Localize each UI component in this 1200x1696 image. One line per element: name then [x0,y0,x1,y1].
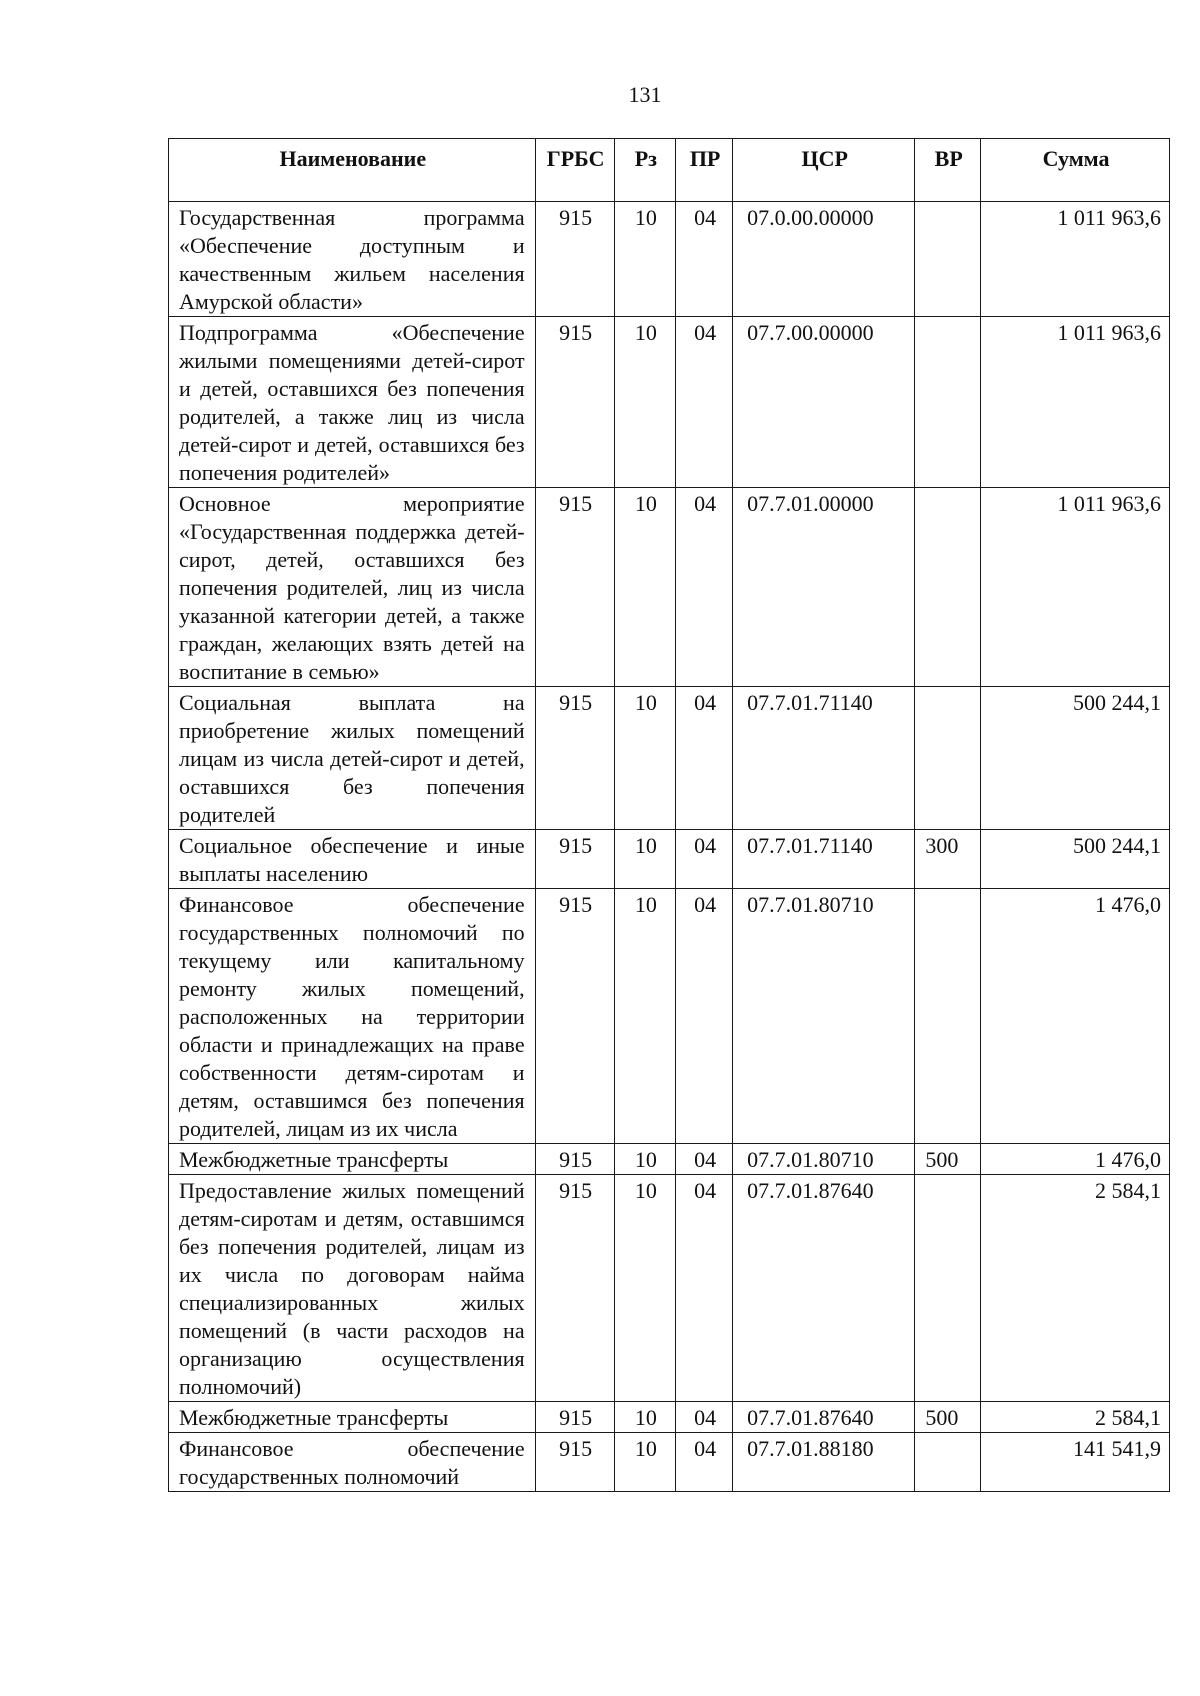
cell-pr: 04 [676,687,733,830]
header-row [169,139,1170,202]
table-row [169,1402,1170,1433]
cell-pr: 04 [676,1433,733,1492]
cell-rz: 10 [614,687,675,830]
cell-name: Основное мероприятие «Государственная поддержка детей-сирот, детей, оставшихся без попечения родителей, лиц из числа указанной категории детей, а также граждан, желающих взять детей на воспитание в семью» [169,488,536,687]
table-row [169,1175,1170,1402]
cell-grbs: 915 [535,830,614,889]
cell-rz: 10 [614,488,675,687]
cell-name: Подпрограмма «Обеспечение жилыми помещениями детей-сирот и детей, оставшихся без попечения родителей, а также лиц из числа детей-сирот и детей, оставшихся без попечения родителей» [169,317,536,488]
cell-sum: 500 244,1 [981,830,1170,889]
cell-grbs: 915 [535,488,614,687]
cell-rz: 10 [614,889,675,1144]
table-header [169,139,1170,202]
cell-csr: 07.7.01.88180 [733,1433,915,1492]
cell-grbs: 915 [535,687,614,830]
cell-pr: 04 [676,488,733,687]
table-body [169,202,1170,1492]
header-vr: ВР [915,139,981,202]
cell-csr: 07.7.01.80710 [733,889,915,1144]
cell-grbs: 915 [535,1402,614,1433]
cell-rz: 10 [614,1433,675,1492]
cell-grbs: 915 [535,202,614,317]
header-pr: ПР [676,139,733,202]
cell-sum: 1 011 963,6 [981,317,1170,488]
cell-csr: 07.7.01.71140 [733,830,915,889]
cell-vr [915,1175,981,1402]
cell-vr: 500 [915,1144,981,1175]
cell-sum: 141 541,9 [981,1433,1170,1492]
cell-vr [915,687,981,830]
cell-rz: 10 [614,830,675,889]
cell-name: Финансовое обеспечение государственных полномочий [169,1433,536,1492]
cell-pr: 04 [676,1144,733,1175]
cell-rz: 10 [614,1144,675,1175]
cell-grbs: 915 [535,317,614,488]
header-sum: Сумма [981,139,1170,202]
header-csr: ЦСР [733,139,915,202]
cell-pr: 04 [676,317,733,488]
table-row [169,1144,1170,1175]
cell-rz: 10 [614,202,675,317]
cell-sum: 1 011 963,6 [981,202,1170,317]
page-number: 131 [628,82,662,107]
cell-name: Социальная выплата на приобретение жилых помещений лицам из числа детей-сирот и детей, оставшихся без попечения родителей [169,687,536,830]
cell-pr: 04 [676,830,733,889]
cell-csr: 07.7.00.00000 [733,317,915,488]
cell-name: Межбюджетные трансферты [169,1144,536,1175]
cell-rz: 10 [614,1175,675,1402]
header-rz: Рз [614,139,675,202]
cell-vr: 300 [915,830,981,889]
table-row [169,1433,1170,1492]
cell-sum: 2 584,1 [981,1175,1170,1402]
cell-rz: 10 [614,317,675,488]
header-name: Наименование [169,139,536,202]
table-row [169,317,1170,488]
cell-name: Финансовое обеспечение государственных полномочий по текущему или капитальному ремонту жилых помещений, расположенных на территории области и принадлежащих на праве собственности детям-сиротам и детям, оставшимся без попечения родителей, лицам из их числа [169,889,536,1144]
cell-sum: 1 476,0 [981,1144,1170,1175]
cell-grbs: 915 [535,1433,614,1492]
cell-sum: 2 584,1 [981,1402,1170,1433]
cell-rz: 10 [614,1402,675,1433]
cell-vr [915,488,981,687]
cell-grbs: 915 [535,1144,614,1175]
cell-csr: 07.7.01.71140 [733,687,915,830]
cell-sum: 1 476,0 [981,889,1170,1144]
cell-vr [915,317,981,488]
cell-vr [915,1433,981,1492]
table-row [169,202,1170,317]
cell-name: Предоставление жилых помещений детям-сиротам и детям, оставшимся без попечения родителей, лицам из их числа по договорам найма специализированных жилых помещений (в части расходов на организацию осуществления полномочий) [169,1175,536,1402]
cell-vr [915,889,981,1144]
cell-grbs: 915 [535,889,614,1144]
cell-csr: 07.7.01.87640 [733,1175,915,1402]
cell-sum: 1 011 963,6 [981,488,1170,687]
budget-table [168,138,1170,1492]
cell-pr: 04 [676,1175,733,1402]
table-row [169,687,1170,830]
cell-vr: 500 [915,1402,981,1433]
cell-name: Межбюджетные трансферты [169,1402,536,1433]
cell-pr: 04 [676,889,733,1144]
table-row [169,488,1170,687]
table-row [169,830,1170,889]
cell-grbs: 915 [535,1175,614,1402]
header-grbs: ГРБС [535,139,614,202]
cell-csr: 07.7.01.00000 [733,488,915,687]
cell-sum: 500 244,1 [981,687,1170,830]
table-row [169,889,1170,1144]
cell-pr: 04 [676,202,733,317]
cell-vr [915,202,981,317]
cell-name: Государственная программа «Обеспечение доступным и качественным жильем населения Амурской области» [169,202,536,317]
cell-name: Социальное обеспечение и иные выплаты населению [169,830,536,889]
cell-pr: 04 [676,1402,733,1433]
cell-csr: 07.7.01.80710 [733,1144,915,1175]
cell-csr: 07.7.01.87640 [733,1402,915,1433]
cell-csr: 07.0.00.00000 [733,202,915,317]
